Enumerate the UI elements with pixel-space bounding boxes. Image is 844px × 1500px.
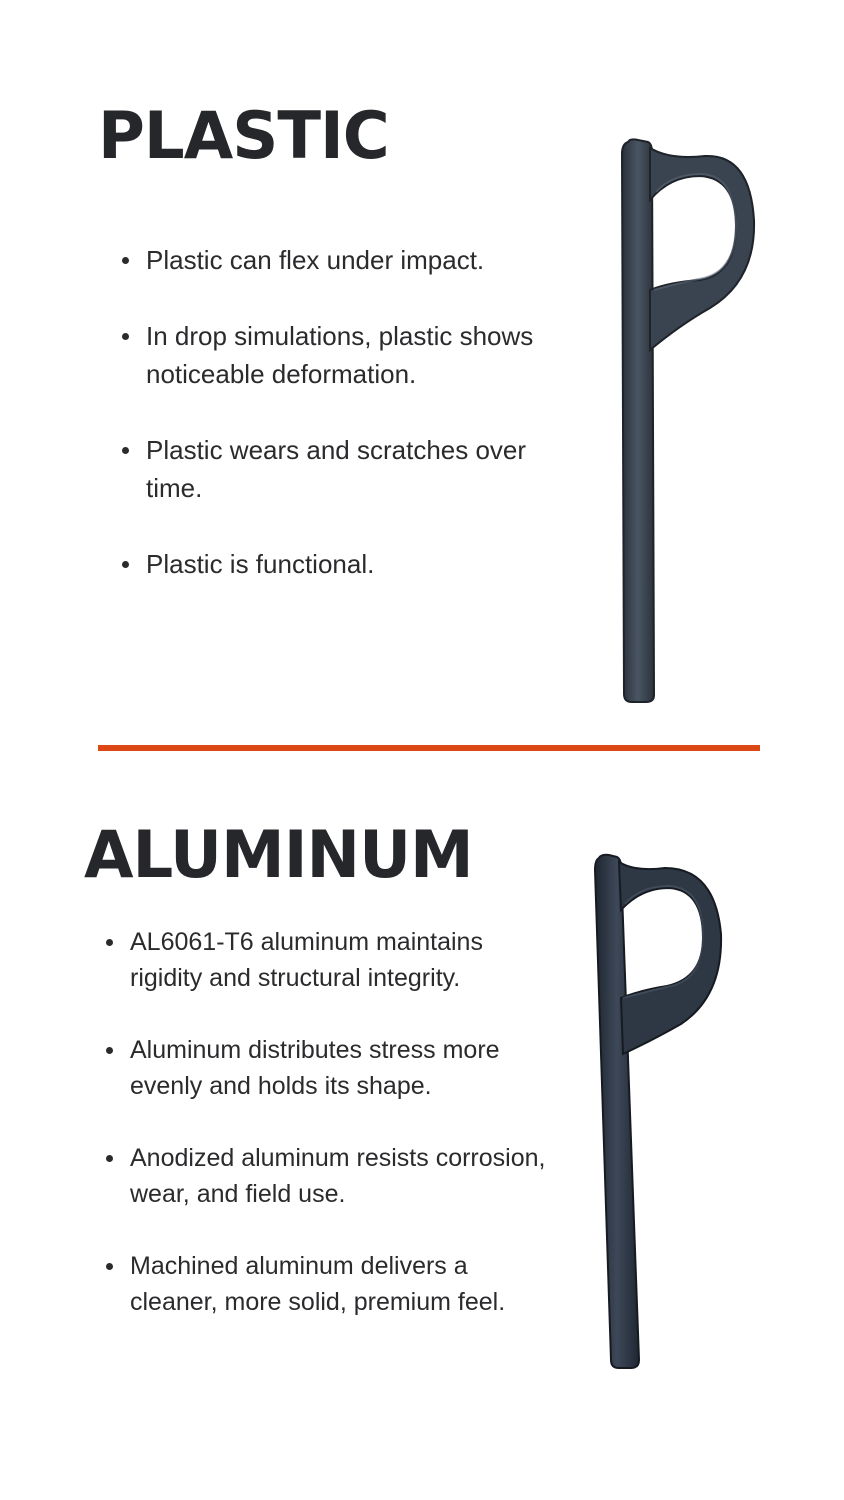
list-item: Anodized aluminum resists corrosion, wear, and field use. [106,1140,556,1212]
plastic-heading: PLASTIC [98,98,389,175]
plastic-grip-part-icon [610,130,770,710]
plastic-section [0,0,844,745]
aluminum-feature-list [106,924,556,1356]
list-item: Aluminum distributes stress more evenly and holds its shape. [106,1032,556,1104]
plastic-feature-list [122,241,562,621]
aluminum-heading: ALUMINUM [84,817,473,894]
aluminum-grip-part-icon [585,848,735,1378]
list-item: Machined aluminum delivers a cleaner, more solid, premium feel. [106,1248,556,1320]
list-item: AL6061-T6 aluminum maintains rigidity and structural integrity. [106,924,556,996]
list-item: Plastic is functional. [122,545,562,583]
list-item: Plastic wears and scratches over time. [122,431,562,507]
aluminum-section [0,751,844,1500]
list-item: In drop simulations, plastic shows noticeable deformation. [122,317,562,393]
list-item: Plastic can flex under impact. [122,241,562,279]
